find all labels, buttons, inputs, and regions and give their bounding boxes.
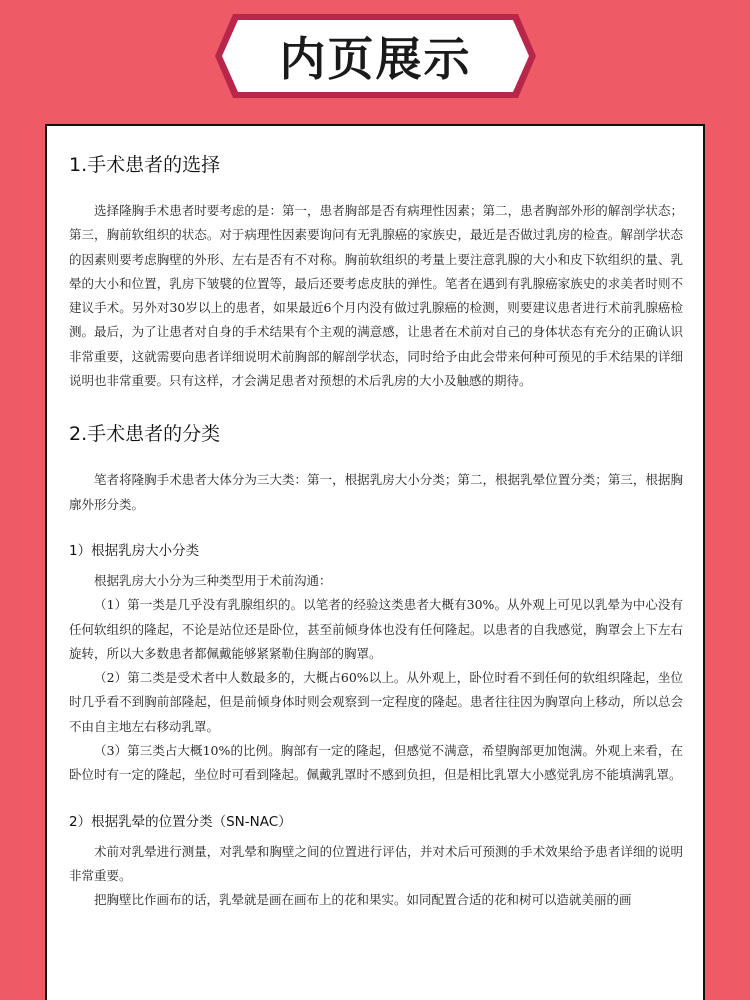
list-item: （2）第二类是受术者中人数最多的，大概占60%以上。从外观上，卧位时看不到任何的软组织隆起，坐位时几乎看不到胸前部隆起，但是前倾身体时则会观察到一定程度的隆起。患者往往因为胸罩向上移动，所以总会不由自主地左右移动乳罩。: [69, 670, 683, 734]
subsection-heading: 2）根据乳晕的位置分类（SN-NAC）: [69, 813, 292, 830]
document-content: [69, 150, 683, 913]
list-item: （1）第一类是几乎没有乳腺组织的。以笔者的经验这类患者大概有30%。从外观上可见以乳晕为中心没有任何软组织的隆起，不论是站位还是卧位，甚至前倾身体也没有任何隆起。以患者的自我感觉，胸罩会上下左右旋转，所以大多数患者都佩戴能够紧紧勒住胸部的胸罩。: [69, 597, 683, 661]
section-heading: 2.手术患者的分类: [69, 423, 221, 446]
section-paragraph: 选择隆胸手术患者时要考虑的是：第一，患者胸部是否有病理性因素；第二，患者胸部外形的解剖学状态；第三，胸前软组织的状态。对于病理性因素要询问有无乳腺癌的家族史，最近是否做过乳房的检查。解剖学状态的因素则要考虑胸壁的外形、左右是否有不对称。胸前软组织的考量上要注意乳腺的大小和皮下软组织的量、乳晕的大小和位置，乳房下皱襞的位置等，最后还要考虑皮肤的弹性。笔者在遇到有乳腺癌家族史的求美者时则不建议手术。另外对30岁以上的患者，如果最近6个月内没有做过乳腺癌的检测，则要建议患者进行术前乳腺癌检测。最后，为了让患者对自身的手术结果有个主观的满意感，让患者在术前对自己的身体状态有充分的正确认识非常重要，这就需要向患者详细说明术前胸部的解剖学状态，同时给予由此会带来何种可预见的手术结果的详细说明也非常重要。只有这样，才会满足患者对预想的术后乳房的大小及触感的期待。: [69, 203, 683, 389]
section-paragraph: 根据乳房大小分为三种类型用于术前沟通：: [94, 572, 332, 588]
list-item: （3）第三类占大概10%的比例。胸部有一定的隆起，但感觉不满意，希望胸部更加饱满。外观上来看，在卧位时有一定的隆起，坐位时可看到隆起。佩戴乳罩时不感到负担，但是相比乳罩大小感觉乳房不能填满乳罩。: [69, 743, 683, 783]
section-heading: 1.手术患者的选择: [69, 154, 221, 176]
subsection-heading: 1）根据乳房大小分类: [69, 542, 200, 559]
section-paragraph: 把胸壁比作画布的话，乳晕就是画在画布上的花和果实。如同配置合适的花和树可以造就美丽的画: [94, 892, 632, 908]
title-banner: [213, 12, 538, 100]
section-paragraph: 笔者将隆胸手术患者大体分为三大类：第一，根据乳房大小分类；第二，根据乳晕位置分类；第三，根据胸廓外形分类。: [69, 472, 683, 512]
section-paragraph: 术前对乳晕进行测量，对乳晕和胸壁之间的位置进行评估，并对术后可预测的手术效果给予患者详细的说明非常重要。: [69, 843, 683, 883]
document-page: [45, 124, 705, 1000]
page-title: 内页展示: [279, 32, 472, 86]
